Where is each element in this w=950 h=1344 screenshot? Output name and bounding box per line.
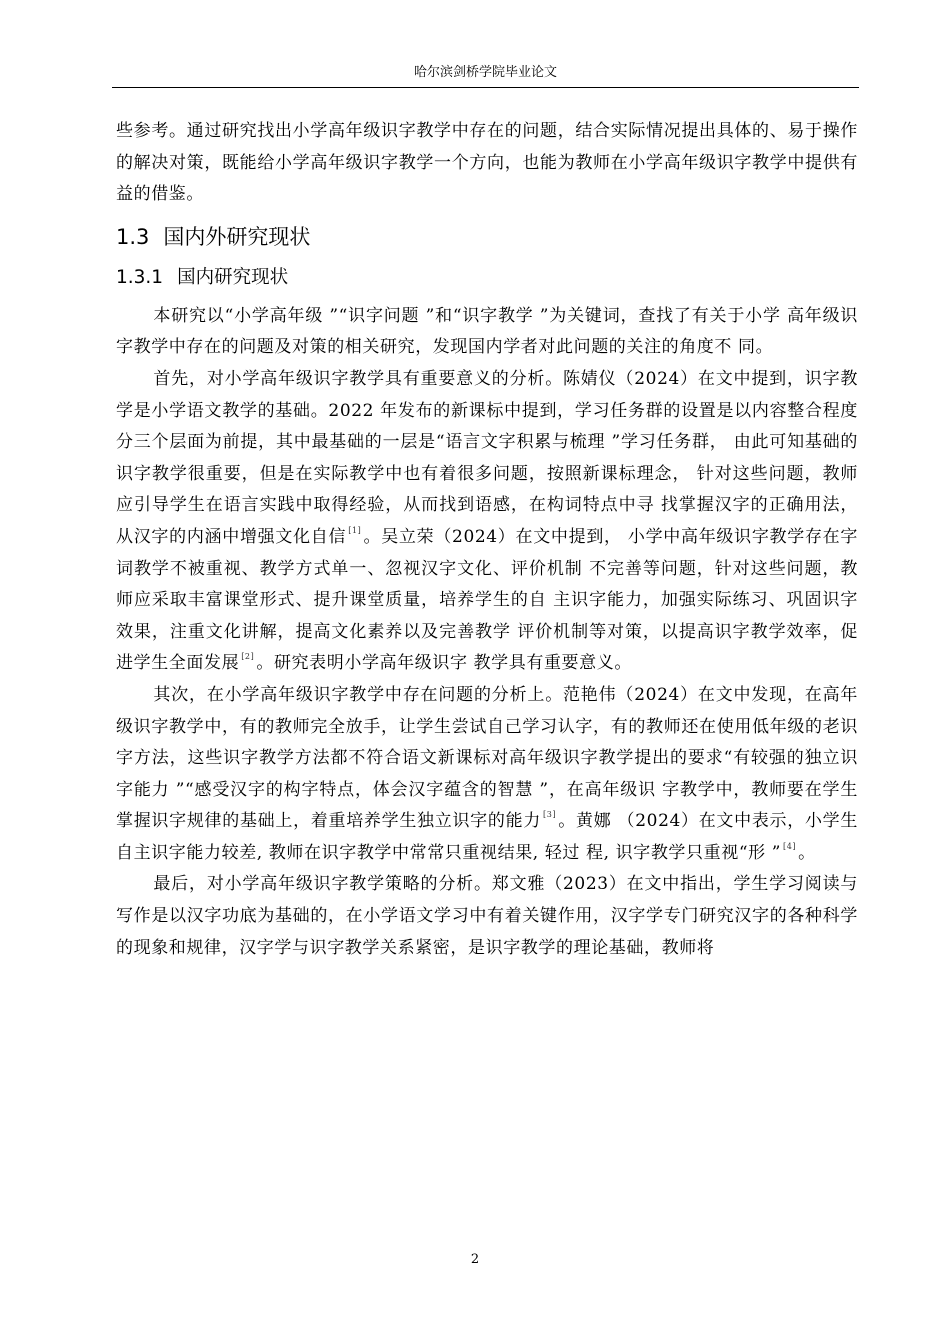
section-number: 1.3 <box>116 224 150 249</box>
page-number: 2 <box>470 1252 480 1267</box>
subsection-title: 国内研究现状 <box>177 266 289 288</box>
citation-4: [4] <box>783 841 797 851</box>
header-divider <box>112 87 859 88</box>
citation-1: [1] <box>348 525 362 535</box>
paragraph-problems <box>116 680 858 870</box>
paragraph-text: 。 <box>798 842 816 863</box>
subsection-number: 1.3.1 <box>116 266 164 288</box>
subsection-heading <box>116 259 858 297</box>
section-title: 国内外研究现状 <box>163 224 311 249</box>
paragraph-text: 其次，在小学高年级识字教学中存在问题的分析上。范艳伟（2024）在文中发现，在高年级识字教学中，有的教师完全放手，让学生尝试自己学习认字，有的教师还在使用低年级的老识字方法，这些识字教学方法都不符合语文新课标对高年级识字教学提出的要求“有较强的独立识字能力 ”“感受汉字的构字特点，体会汉字蕴含的智慧 ”，在高年级识 字教学中，教师要在学生掌握识字规律的基础上，着重培养学生独立识字的能力 <box>116 684 858 832</box>
citation-3: [3] <box>543 810 557 820</box>
paragraph-strategies: 最后，对小学高年级识字教学策略的分析。郑文雅（2023）在文中指出，学生学习阅读与写作是以汉字功底为基础的，在小学语文学习中有着关键作用，汉字学专门研究汉字的各种科学的现象和规律，汉字学与识字教学关系紧密，是识字教学的理论基础，教师将 <box>116 874 858 958</box>
paragraph-text: 。吴立荣（2024）在文中提到， 小学中高年级识字教学存在字词教学不被重视、教学方式单一、忽视汉字文化、评价机制 不完善等问题，针对这些问题，教师应采取丰富课堂形式、提升课堂质量，培养学生的自 主识字能力，加强实际练习、巩固识字效果，注重文化讲解，提高文化素养以及完善教学 评价机制等对策，以提高识字教学效率，促进学生全面发展 <box>116 526 858 674</box>
page-header <box>112 64 859 82</box>
document-body <box>116 116 858 964</box>
section-heading <box>116 217 858 257</box>
intro-paragraph: 些参考。通过研究找出小学高年级识字教学中存在的问题，结合实际情况提出具体的、易于操作的解决对策，既能给小学高年级识字教学一个方向，也能为教师在小学高年级识字教学中提供有益的借鉴。 <box>116 121 858 205</box>
citation-2: [2] <box>241 652 255 662</box>
paragraph-keywords: 本研究以“小学高年级 ”“识字问题 ”和“识字教学 ”为关键词，查找了有关于小学 高年级识字教学中存在的问题及对策的相关研究，发现国内学者对此问题的关注的角度不 同。 <box>116 305 858 358</box>
paragraph-text: 首先，对小学高年级识字教学具有重要意义的分析。陈婧仪（2024）在文中提到，识字教学是小学语文教学的基础。2022 年发布的新课标中提到，学习任务群的设置是以内容整合程度分三个层面为前提，其中最基础的一层是“语言文字积累与梳理 ”学习任务群， 由此可知基础的识字教学很重要，但是在实际教学中也有着很多问题，按照新课标理念， 针对这些问题，教师应引导学生在语言实践中取得经验，从而找到语感，在构词特点中寻 找掌握汉字的正确用法，从汉字的内涵中增强文化自信 <box>116 368 858 547</box>
paragraph-text: 。研究表明小学高年级识字 教学具有重要意义。 <box>256 653 632 674</box>
paragraph-significance <box>116 364 858 680</box>
paragraph-text: 。黄娜 （2024）在文中表示，小学生自主识字能力较差, 教师在识字教学中常常只重视结果, 轻过 程, 识字教学只重视“形 ” <box>116 811 858 863</box>
header-title: 哈尔滨剑桥学院毕业论文 <box>413 65 557 80</box>
